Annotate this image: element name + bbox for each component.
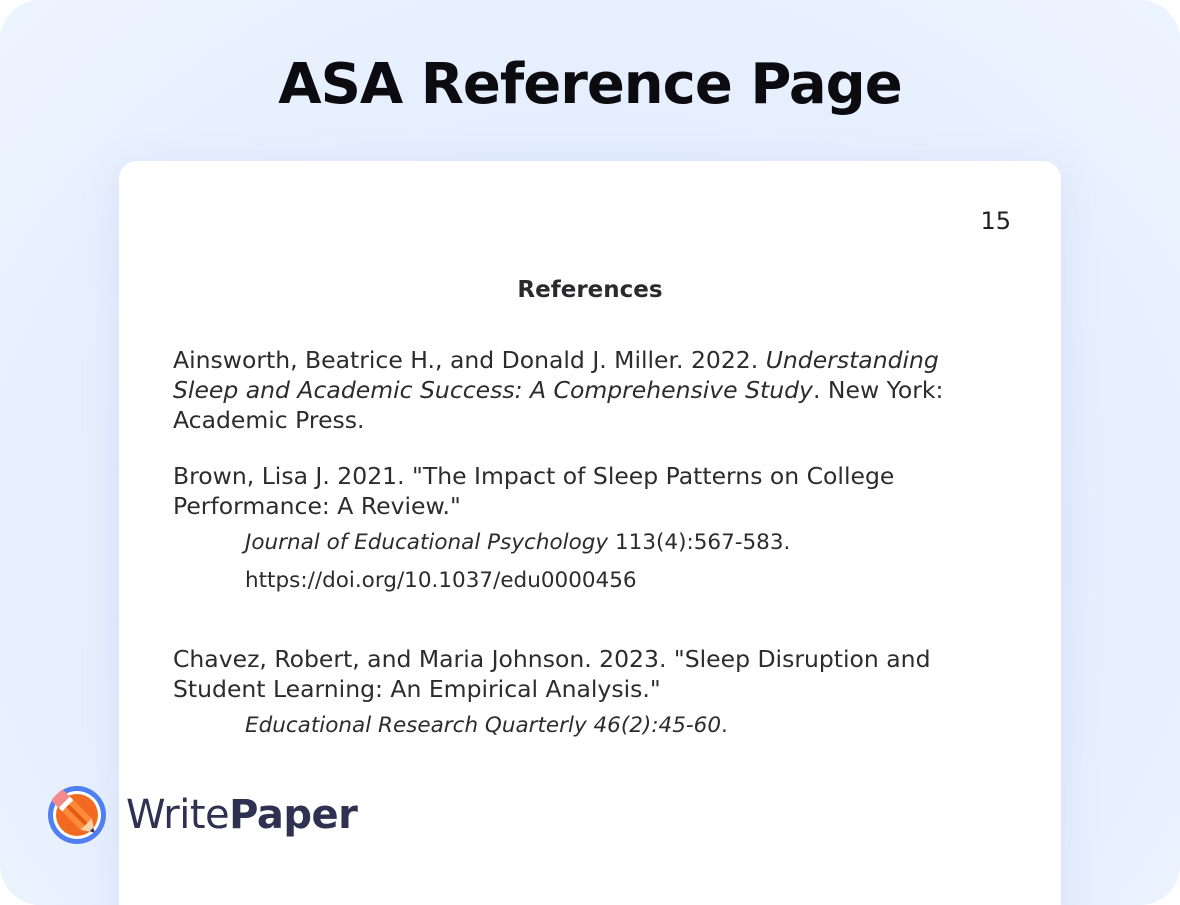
brand-name-light: Write xyxy=(126,792,230,838)
references-heading: References xyxy=(517,277,663,303)
reference-entry-3-journal-line xyxy=(245,711,1005,741)
pencil-logo-icon xyxy=(46,784,108,846)
reference-entry-2: Brown, Lisa J. 2021. "The Impact of Sleep Patterns on College Performance: A Review." xyxy=(173,462,895,520)
reference-entry-3: Chavez, Robert, and Maria Johnson. 2023. "Sleep Disruption and Student Learning: An Empirical Analysis." xyxy=(173,645,931,703)
writepaper-logo xyxy=(46,784,366,848)
entry-3-journal: Educational Research Quarterly 46(2):45-60 xyxy=(245,713,722,738)
entry-2-journal: Journal of Educational Psychology xyxy=(245,530,609,555)
page-number: 15 xyxy=(980,207,1011,235)
reference-entry-2-journal-line xyxy=(245,528,1005,558)
entry-1-authors: Ainsworth, Beatrice H., and Donald J. Miller. 2022. xyxy=(173,346,766,374)
entry-3-period: . xyxy=(721,713,728,738)
brand-name-bold: Paper xyxy=(229,792,358,838)
reference-entry-2-doi[interactable]: https://doi.org/10.1037/edu0000456 xyxy=(245,568,637,593)
brand-name xyxy=(126,792,357,838)
reference-entry-1 xyxy=(173,345,993,435)
entry-1-title: Understanding Sleep and Academic Success: A Comprehensive Study xyxy=(173,346,939,404)
entry-2-volume: 113(4):567-583. xyxy=(608,530,791,555)
entry-1-publisher: . New York: Academic Press. xyxy=(173,376,944,434)
page-title: ASA Reference Page xyxy=(278,52,902,117)
